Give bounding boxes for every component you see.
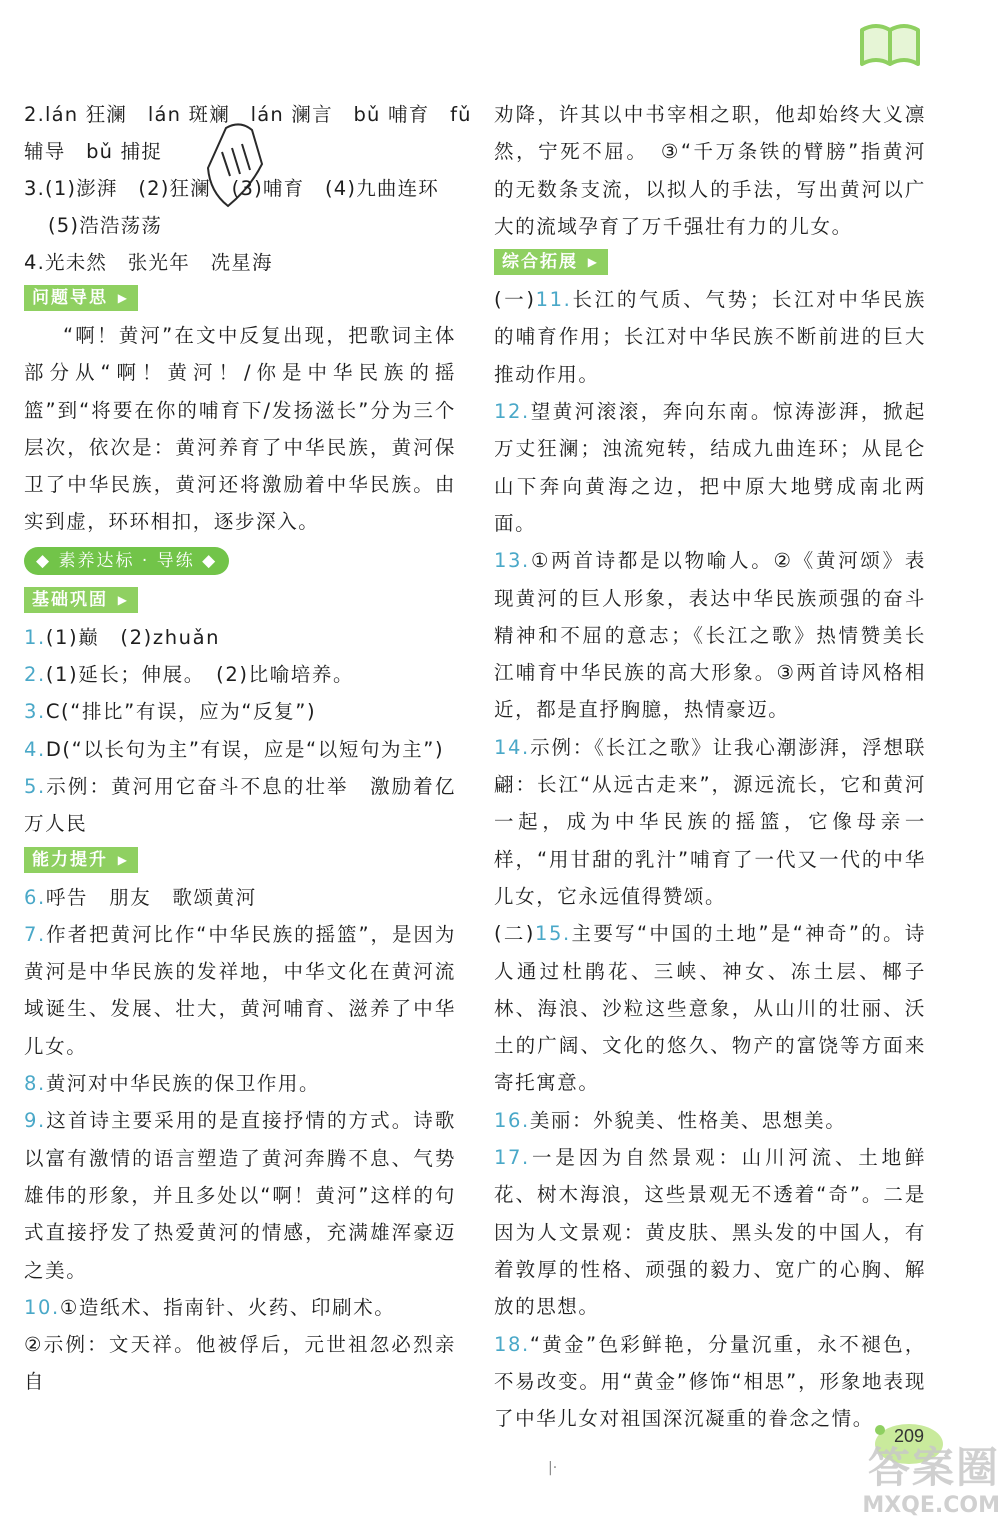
answer-item: 8.黄河对中华民族的保卫作用。 (24, 1072, 321, 1096)
answer-line: 4.光未然 张光年 冼星海 (24, 251, 273, 274)
section-tag-expand: 综合拓展 ▶ (494, 249, 608, 275)
answer-item: 16.美丽：外貌美、性格美、思想美。 (494, 1108, 847, 1132)
answer-item: 3.C(“排比”有误，应为“反复”) (24, 700, 317, 724)
play-arrow-icon: ▶ (117, 852, 129, 867)
play-arrow-icon: ▶ (117, 592, 129, 607)
play-arrow-icon: ▶ (587, 255, 599, 270)
question-paragraph: “啊！黄河”在文中反复出现，把歌词主体部分从“啊！黄河！/你是中华民族的摇篮”到“将要在你的哺育下/发扬滋长”分为三个层次，依次是：黄河养育了中华民族，黄河保卫了中华民族，黄河还将激励着中华民族。由实到虚，环环相扣，逐步深入。 (24, 324, 456, 534)
answer-line: 3.(1)澎湃 (2)狂澜 (3)哺育 (4)九曲连环 (24, 177, 439, 200)
answer-line: 2.lán 狂澜 lán 斑斓 lán 澜言 bǔ 哺育 fǔ (24, 103, 472, 126)
answer-item: (二)15.主要写“中国的土地”是“神奇”的。诗人通过杜鹃花、三峡、神女、冻土层、椰子林、海浪、沙粒这些意象，从山川的壮丽、沃土的广阔、文化的悠久、物产的富饶等方面来寄托寓意。 (494, 922, 926, 1095)
answer-item: 17.一是因为自然景观：山川河流、土地鲜花、树木海浪，这些景观无不透着“奇”。二是因为人文景观：黄皮肤、黑头发的中国人，有着敦厚的性格、顽强的毅力、宽广的心胸、解放的思想。 (494, 1146, 926, 1319)
scan-mark: |· (548, 1460, 558, 1476)
section-banner: ◆ 素养达标 · 导练 ◆ (24, 547, 229, 575)
answer-item: 13.①两首诗都是以物喻人。②《黄河颂》表现黄河的巨人形象，表达中华民族顽强的奋斗精神和不屈的意志；《长江之歌》热情赞美长江哺育中华民族的高大形象。③两首诗风格相近，都是直抒胸臆，热情豪迈。 (494, 549, 926, 722)
answer-item: 6.呼告 朋友 歌颂黄河 (24, 885, 257, 909)
answer-item: 5.示例：黄河用它奋斗不息的壮举 激励着亿万人民 (24, 774, 456, 836)
continued-paragraph: 劝降，许其以中书宰相之职，他却始终大义凛然，宁死不屈。 ③“千万条铁的臂膀”指黄河的无数条支流，以拟人的手法，写出黄河以广大的流域孕育了万千强壮有力的儿女。 (494, 103, 926, 238)
open-book-icon (858, 20, 922, 70)
answer-item-continued: ②示例：文天祥。他被俘后，元世祖忽必烈亲自 (24, 1333, 456, 1394)
answer-item: 18.“黄金”色彩鲜艳，分量沉重，永不褪色，不易改变。用“黄金”修饰“相思”，形象地表现了中华儿女对祖国深沉凝重的眷念之情。 (494, 1332, 926, 1431)
play-arrow-icon: ▶ (117, 291, 129, 305)
section-tag-ability: 能力提升 ▶ (24, 847, 138, 873)
answer-item: 9.这首诗主要采用的是直接抒情的方式。诗歌以富有激情的语言塑造了黄河奔腾不息、气势雄伟的形象，并且多处以“啊！黄河”这样的句式直接抒发了热爱黄河的情感，充满雄浑豪迈之美。 (24, 1109, 456, 1282)
section-tag-question: 问题导思 ▶ (24, 285, 138, 311)
right-column (494, 96, 926, 1437)
left-column (24, 96, 472, 1401)
answer-item: 4.D(“以长句为主”有误，应是“以短句为主”) (24, 737, 445, 761)
section-tag-basic: 基础巩固 ▶ (24, 587, 138, 613)
answer-item: 12.望黄河滚滚，奔向东南。惊涛澎湃，掀起万丈狂澜；浊流宛转，结成九曲连环；从昆仑山下奔向黄海之边，把中原大地劈成南北两面。 (494, 400, 926, 535)
answer-line: (5)浩浩荡荡 (48, 214, 163, 237)
answer-item: 14.示例：《长江之歌》让我心潮澎湃，浮想联翩：长江“从远古走来”，源远流长，它和黄河一起，成为中华民族的摇篮，它像母亲一样，“用甘甜的乳汁”哺育了一代又一代的中华儿女，它永远值得赞颂。 (494, 735, 926, 908)
page-number: 209 (893, 1426, 925, 1446)
answer-item: (一)11.长江的气质、气势；长江对中华民族的哺育作用；长江对中华民族不断前进的巨大推动作用。 (494, 288, 926, 386)
answer-line: 辅导 bǔ 捕捉 (24, 140, 163, 163)
answer-item: 7.作者把黄河比作“中华民族的摇篮”，是因为黄河是中华民族的发祥地，中华文化在黄河流域诞生、发展、壮大，黄河哺育、滋养了中华儿女。 (24, 922, 456, 1058)
answer-item: 1.(1)巅 (2)zhuǎn (24, 625, 221, 649)
answer-item: 10.①造纸术、指南针、火药、印刷术。 (24, 1295, 396, 1319)
answer-item: 2.(1)延长；伸展。 (2)比喻培养。 (24, 663, 355, 687)
watermark: 答案圈 MXQE.COM (862, 1443, 1000, 1518)
